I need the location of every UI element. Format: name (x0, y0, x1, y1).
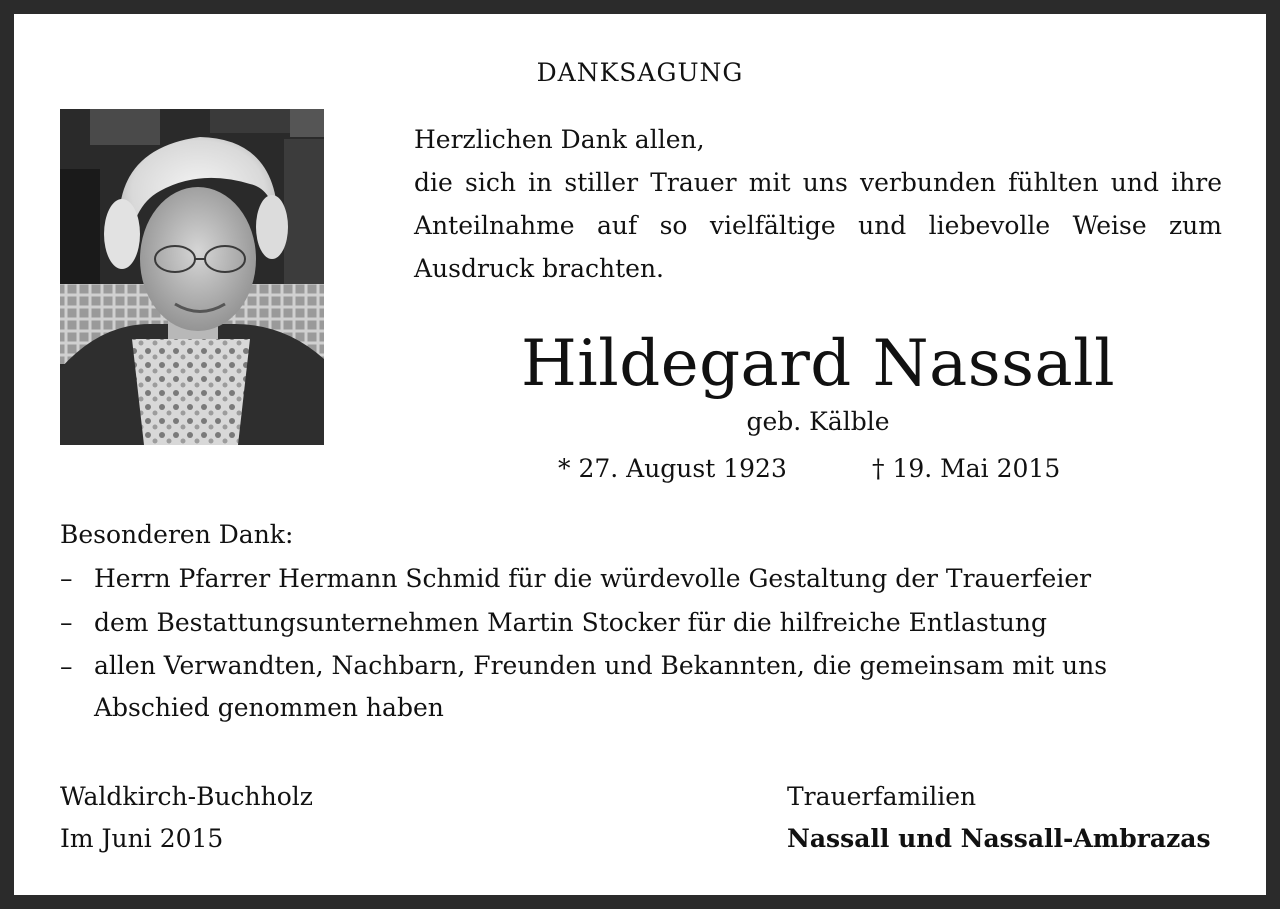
portrait-photo (60, 109, 324, 445)
thanks-item (60, 645, 1230, 729)
notice-heading: DANKSAGUNG (536, 58, 744, 87)
intro-line: Herzlichen Dank allen, (414, 125, 705, 154)
thanks-item-text: allen Verwandten, Nachbarn, Freunden und Bekannten, die gemeinsam mit uns (94, 651, 1108, 680)
thanks-item (60, 601, 1230, 645)
intro-text (414, 118, 1222, 290)
thanks-item-text: dem Bestattungsunternehmen Martin Stocker für die hilfreiche Entlastung (94, 608, 1047, 637)
special-thanks (60, 513, 1230, 729)
intro-line: Anteilnahme auf so vielfältige und liebevolle Weise zum (414, 211, 1222, 240)
families-label: Trauerfamilien (787, 782, 977, 811)
place: Waldkirch-Buchholz (60, 782, 313, 811)
families-names: Nassall und Nassall-Ambrazas (787, 824, 1211, 853)
footer-place-date (60, 776, 313, 860)
thanks-item-text: Abschied genommen haben (94, 693, 444, 722)
dash-bullet: – (60, 608, 73, 637)
birth-date: * 27. August 1923 (558, 454, 787, 483)
thanks-item (60, 557, 1230, 601)
dash-bullet: – (60, 652, 73, 681)
footer-families (787, 776, 1211, 860)
death-date: † 19. Mai 2015 (872, 454, 1061, 483)
intro-line: die sich in stiller Trauer mit uns verbunden fühlten und ihre (414, 168, 1222, 197)
obituary-notice (14, 14, 1266, 895)
notice-date: Im Juni 2015 (60, 824, 224, 853)
portrait-image (60, 109, 324, 445)
maiden-name: geb. Kälble (746, 407, 890, 436)
deceased-name: Hildegard Nassall (520, 327, 1116, 401)
thanks-item-text: Herrn Pfarrer Hermann Schmid für die würdevolle Gestaltung der Trauerfeier (94, 564, 1092, 593)
intro-line: Ausdruck brachten. (414, 254, 664, 283)
thanks-title: Besonderen Dank: (60, 520, 294, 549)
dash-bullet: – (60, 564, 73, 593)
